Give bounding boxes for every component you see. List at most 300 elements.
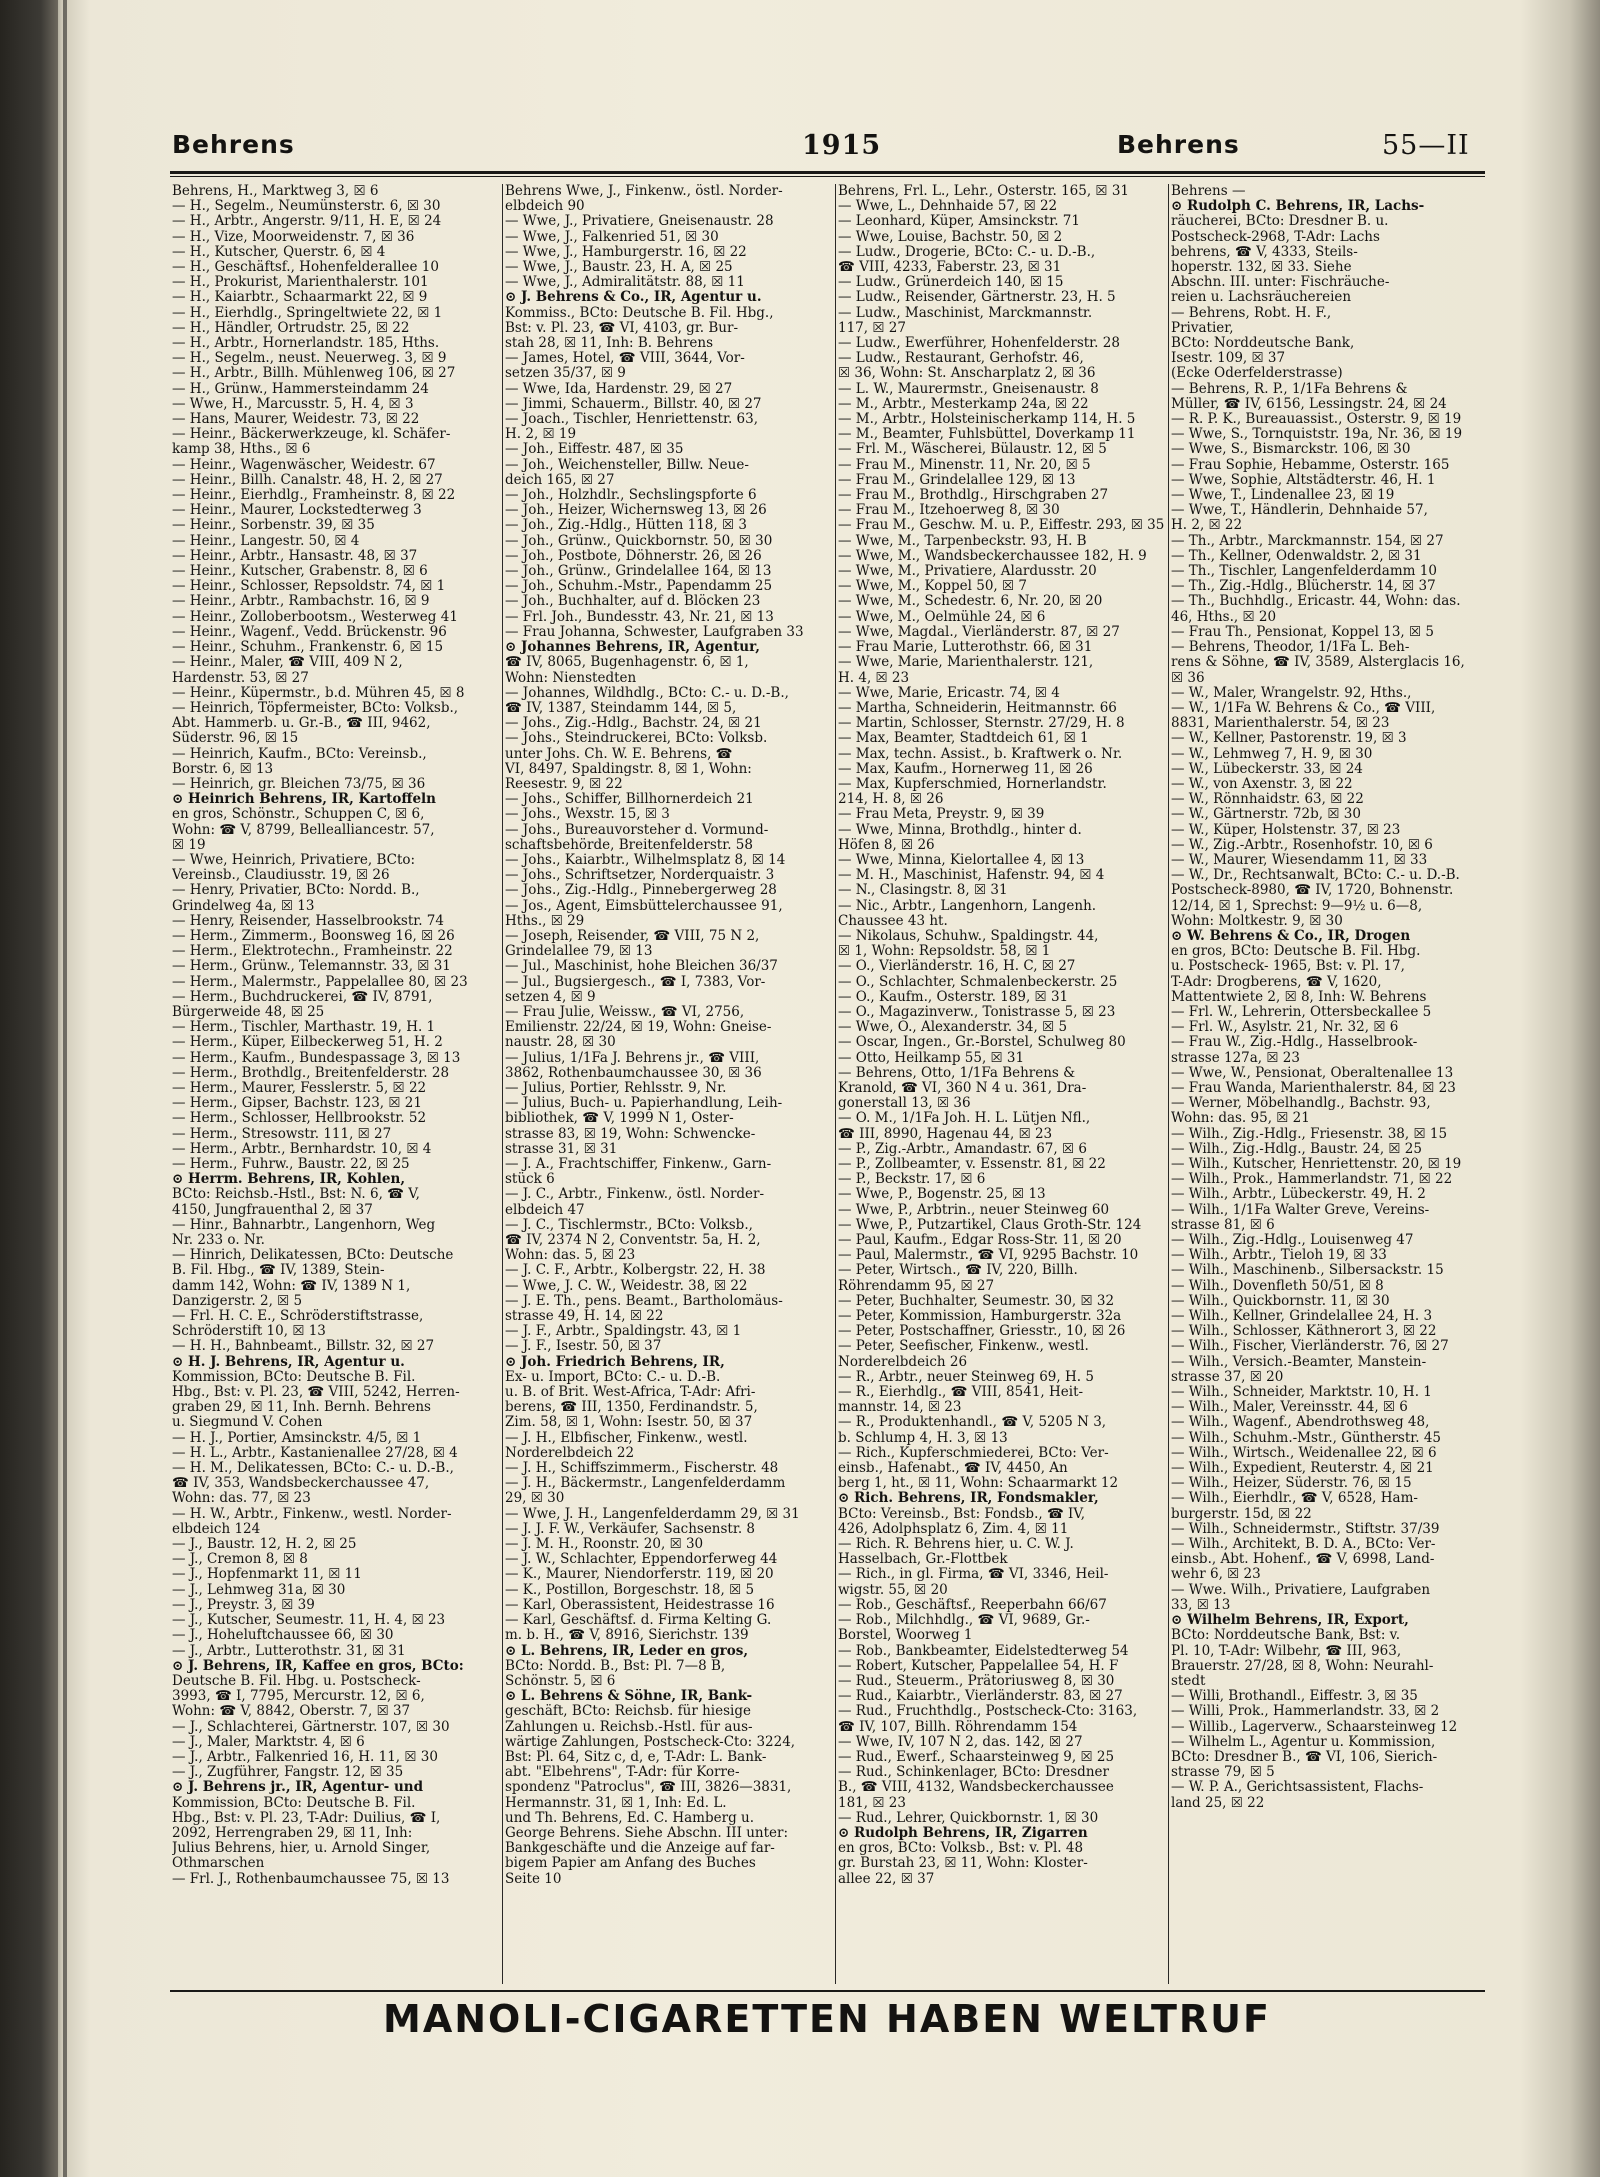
- header-year: 1915: [802, 130, 882, 161]
- directory-entry-line: — J. F., Arbtr., Spaldingstr. 43, ☒ 1: [505, 1324, 742, 1340]
- directory-entry-line: — R., Arbtr., neuer Steinweg 69, H. 5: [838, 1369, 1094, 1385]
- directory-entry-line: — J., Schlachterei, Gärtnerstr. 107, ☒ 30: [172, 1719, 450, 1735]
- directory-entry-line: 3862, Rothenbaumchaussee 30, ☒ 36: [505, 1065, 762, 1081]
- directory-entry-line: — Max, Kaufm., Hornerweg 11, ☒ 26: [838, 761, 1093, 777]
- directory-entry-line: — Willi, Brothandl., Eiffestr. 3, ☒ 35: [1171, 1689, 1418, 1705]
- directory-entry-line: — Frl. W., Asylstr. 21, Nr. 32, ☒ 6: [1171, 1020, 1399, 1036]
- directory-entry-line: — J. F., Isestr. 50, ☒ 37: [505, 1339, 662, 1355]
- directory-entry-line: — Wilh., Fischer, Vierländerstr. 76, ☒ 27: [1171, 1339, 1449, 1355]
- directory-entry-line: — Julius, 1/1Fa J. Behrens jr., ☎ VIII,: [505, 1050, 760, 1066]
- directory-entry-line: — Wwe, S., Bismarckstr. 106, ☒ 30: [1171, 442, 1411, 458]
- directory-entry-line: — Wilh., Heizer, Süderstr. 76, ☒ 15: [1171, 1476, 1412, 1492]
- directory-entry-line: — Wwe, Magdal., Vierländerstr. 87, ☒ 27: [838, 624, 1120, 640]
- directory-entry-line: — Johs., Zig.-Hdlg., Pinnebergerweg 28: [505, 883, 777, 899]
- directory-entry-line: — Wwe, Ida, Hardenstr. 29, ☒ 27: [505, 381, 733, 397]
- header-right-name: Behrens: [1117, 130, 1240, 159]
- directory-entry-line: deich 165, ☒ 27: [505, 472, 615, 488]
- directory-entry-line: strasse 81, ☒ 6: [1171, 1217, 1275, 1233]
- directory-entry-line: — Paul, Kaufm., Edgar Ross-Str. 11, ☒ 20: [838, 1233, 1122, 1249]
- directory-entry-line: B. Fil. Hbg., ☎ IV, 1389, Stein-: [172, 1263, 385, 1279]
- directory-entry-line: ☒ 36, Wohn: St. Anscharplatz 2, ☒ 36: [838, 366, 1096, 382]
- directory-entry-line: — Wwe, M., Wandsbeckerchaussee 182, H. 9: [838, 548, 1147, 564]
- header-rule-thin: [170, 176, 1485, 177]
- directory-entry-line: — Johs., Schiffer, Billhornerdeich 21: [505, 792, 754, 808]
- directory-entry-line: — Wwe, Sophie, Altstädterstr. 46, H. 1: [1171, 472, 1436, 488]
- directory-entry-line: — Wwe, Heinrich, Privatiere, BCto:: [172, 852, 416, 868]
- directory-entry-line: Hasselbach, Gr.-Flottbek: [838, 1552, 1008, 1568]
- directory-entry-line: Zahlungen u. Reichsb.-Hstl. für aus-: [505, 1719, 753, 1735]
- directory-entry-line: — K., Maurer, Niendorferstr. 119, ☒ 20: [505, 1567, 774, 1583]
- advertisement-banner: MANOLI-CIGARETTEN HABEN WELTRUF: [383, 1997, 1271, 2041]
- directory-entry-line: gonerstall 13, ☒ 36: [838, 1096, 971, 1112]
- directory-entry-line: Reesestr. 9, ☒ 22: [505, 776, 623, 792]
- directory-entry-line: ⊙ Herrm. Behrens, IR, Kohlen,: [172, 1172, 406, 1188]
- directory-entry-line: — Frl. M., Wäscherei, Bülaustr. 12, ☒ 5: [838, 442, 1107, 458]
- directory-entry-line: George Behrens. Siehe Abschn. III unter:: [505, 1825, 789, 1841]
- binding-shadow: [0, 0, 58, 2177]
- directory-entry-line: — H., Grünw., Hammersteindamm 24: [172, 381, 429, 397]
- directory-entry-line: — H. H., Bahnbeamt., Billstr. 32, ☒ 27: [172, 1339, 435, 1355]
- directory-entry-line: — Robert, Kutscher, Pappelallee 54, H. F: [838, 1658, 1119, 1674]
- directory-entry-line: — H., Geschäftsf., Hohenfelderallee 10: [172, 260, 439, 276]
- directory-entry-line: reien u. Lachsräuchereien: [1171, 290, 1352, 306]
- directory-entry-line: ☒ 19: [172, 837, 206, 853]
- directory-entry-line: allee 22, ☒ 37: [838, 1871, 935, 1887]
- directory-entry-line: en gros, Schönstr., Schuppen C, ☒ 6,: [172, 807, 425, 823]
- directory-entry-line: — Peter, Postschaffner, Griesstr., 10, ☒ 26: [838, 1324, 1126, 1340]
- directory-entry-line: Wohn: das. 77, ☒ 23: [172, 1491, 311, 1507]
- directory-entry-line: — Julius, Buch- u. Papierhandlung, Leih-: [505, 1096, 783, 1112]
- directory-entry-line: — Wilh., Zig.-Hdlg., Friesenstr. 38, ☒ 15: [1171, 1126, 1448, 1142]
- directory-entry-line: — J. E. Th., pens. Beamt., Bartholomäus-: [505, 1293, 783, 1309]
- directory-entry-line: — Rud., Ewerf., Schaarsteinweg 9, ☒ 25: [838, 1749, 1115, 1765]
- directory-entry-line: ⊙ Rudolph Behrens, IR, Zigarren: [838, 1825, 1088, 1841]
- directory-entry-line: wehr 6, ☒ 23: [1171, 1567, 1261, 1583]
- directory-entry-line: — Rud., Steuerm., Prätoriusweg 8, ☒ 30: [838, 1673, 1115, 1689]
- directory-entry-line: — Wwe, J. C. W., Weidestr. 38, ☒ 22: [505, 1278, 748, 1294]
- directory-entry-line: — Rich., in gl. Firma, ☎ VI, 3346, Heil-: [838, 1567, 1109, 1583]
- directory-entry-line: — Otto, Heilkamp 55, ☒ 31: [838, 1050, 1025, 1066]
- directory-entry-line: — Rud., Kaiarbtr., Vierländerstr. 83, ☒ 27: [838, 1689, 1123, 1705]
- page-fold: [63, 0, 67, 2177]
- directory-entry-line: (Ecke Oderfelderstrasse): [1171, 366, 1343, 382]
- directory-entry-line: — Wwe, L., Dehnhaide 57, ☒ 22: [838, 199, 1058, 215]
- directory-entry-line: Röhrendamm 95, ☒ 27: [838, 1278, 995, 1294]
- directory-entry-line: — Heinr., Wagenf., Vedd. Brückenstr. 96: [172, 624, 447, 640]
- directory-entry-line: — H. M., Delikatessen, BCto: C.- u. D.-B.,: [172, 1461, 454, 1477]
- directory-entry-line: stück 6: [505, 1172, 555, 1188]
- directory-entry-line: — Wwe, M., Schedestr. 6, Nr. 20, ☒ 20: [838, 594, 1103, 610]
- directory-entry-line: ☎ VIII, 4233, Faberstr. 23, ☒ 31: [838, 260, 1062, 276]
- directory-entry-line: — Frau M., Itzehoerweg 8, ☒ 30: [838, 503, 1060, 519]
- directory-entry-line: — Johs., Steindruckerei, BCto: Volksb.: [505, 731, 768, 747]
- directory-entry-line: — Wwe, J., Baustr. 23, H. A, ☒ 25: [505, 260, 733, 276]
- directory-entry-line: — W., Küper, Holstenstr. 37, ☒ 23: [1171, 822, 1401, 838]
- directory-entry-line: — Frau M., Geschw. M. u. P., Eiffestr. 293, ☒ 35: [838, 518, 1165, 534]
- directory-entry-line: 426, Adolphsplatz 6, Zim. 4, ☒ 11: [838, 1521, 1069, 1537]
- directory-entry-line: Postscheck-8980, ☎ IV, 1720, Bohnenstr.: [1171, 883, 1454, 899]
- directory-entry-line: — J., Maler, Marktstr. 4, ☒ 6: [172, 1734, 365, 1750]
- column-3: [838, 184, 1165, 1984]
- directory-entry-line: — Peter, Kommission, Hamburgerstr. 32a: [838, 1309, 1122, 1325]
- directory-entry-line: — Joseph, Reisender, ☎ VIII, 75 N 2,: [505, 928, 760, 944]
- directory-entry-line: strasse 49, H. 14, ☒ 22: [505, 1309, 664, 1325]
- directory-entry-line: u. Postscheck- 1965, Bst: v. Pl. 17,: [1171, 959, 1405, 975]
- directory-entry-line: Kranold, ☎ VI, 360 N 4 u. 361, Dra-: [838, 1080, 1087, 1096]
- directory-entry-line: — H., Eierhdlg., Springeltwiete 22, ☒ 1: [172, 305, 443, 321]
- directory-entry-line: — Wilh., Kutscher, Henriettenstr. 20, ☒ 19: [1171, 1157, 1462, 1172]
- directory-entry-line: bigem Papier am Anfang des Buches: [505, 1856, 756, 1872]
- directory-entry-line: — Th., Tischler, Langenfelderdamm 10: [1171, 564, 1437, 580]
- directory-entry-line: — Frau M., Grindelallee 129, ☒ 13: [838, 472, 1076, 488]
- directory-entry-line: — H., Segelm., neust. Neuerweg. 3, ☒ 9: [172, 351, 447, 367]
- directory-entry-line: — Frl. J., Rothenbaumchaussee 75, ☒ 13: [172, 1871, 450, 1887]
- directory-entry-line: Bst: Pl. 64, Sitz c, d, e, T-Adr: L. Bank-: [505, 1749, 767, 1765]
- directory-entry-line: — M. H., Maschinist, Hafenstr. 94, ☒ 4: [838, 868, 1105, 884]
- column-divider: [502, 184, 503, 1984]
- directory-entry-line: abt. "Elbehrens", T-Adr: für Korre-: [505, 1765, 740, 1781]
- directory-entry-line: — Joh., Buchhalter, auf d. Blöcken 23: [505, 594, 761, 610]
- directory-entry-line: — H., Prokurist, Marienthalerstr. 101: [172, 275, 429, 291]
- directory-entry-line: — H., Arbtr., Hornerlandstr. 185, Hths.: [172, 336, 440, 352]
- directory-entry-line: — Heinr., Langestr. 50, ☒ 4: [172, 533, 360, 549]
- directory-entry-line: — N., Clasingstr. 8, ☒ 31: [838, 883, 1008, 899]
- directory-entry-line: — Wilh., Dovenfleth 50/51, ☒ 8: [1171, 1278, 1384, 1294]
- directory-entry-line: — Joh., Zig.-Hdlg., Hütten 118, ☒ 3: [505, 518, 747, 534]
- directory-entry-line: BCto: Norddeutsche Bank,: [1171, 336, 1355, 352]
- directory-entry-line: ⊙ L. Behrens & Söhne, IR, Bank-: [505, 1689, 753, 1705]
- directory-entry-line: — J. W., Schlachter, Eppendorferweg 44: [505, 1552, 778, 1568]
- directory-entry-line: rens & Söhne, ☎ IV, 3589, Alsterglacis 16,: [1171, 655, 1465, 671]
- directory-entry-line: räucherei, BCto: Dresdner B. u.: [1171, 214, 1389, 230]
- directory-entry-line: Müller, ☎ IV, 6156, Lessingstr. 24, ☒ 24: [1171, 396, 1447, 412]
- directory-entry-line: — Frl. H. C. E., Schröderstiftstrasse,: [172, 1309, 424, 1325]
- directory-entry-line: — J. H., Elbfischer, Finkenw., westl.: [505, 1430, 748, 1446]
- directory-entry-line: — J., Baustr. 12, H. 2, ☒ 25: [172, 1537, 357, 1553]
- directory-entry-line: 117, ☒ 27: [838, 320, 906, 336]
- directory-entry-line: gr. Burstah 23, ☒ 11, Wohn: Kloster-: [838, 1856, 1088, 1872]
- directory-entry-line: — H., Kaiarbtr., Schaarmarkt 22, ☒ 9: [172, 290, 428, 306]
- directory-entry-line: einsb., Abt. Hohenf., ☎ V, 6998, Land-: [1171, 1552, 1435, 1568]
- directory-entry-line: — Wilh., Schneidermstr., Stiftstr. 37/39: [1171, 1521, 1440, 1537]
- directory-entry-line: Behrens, H., Marktweg 3, ☒ 6: [172, 184, 379, 199]
- column-1: [172, 184, 499, 1984]
- directory-entry-line: — H., Segelm., Neumünsterstr. 6, ☒ 30: [172, 199, 441, 215]
- directory-entry-line: — Frau W., Zig.-Hdlg., Hasselbrook-: [1171, 1035, 1418, 1051]
- directory-entry-line: ⊙ Rudolph C. Behrens, IR, Lachs-: [1171, 199, 1425, 215]
- directory-entry-line: strasse 37, ☒ 20: [1171, 1369, 1284, 1385]
- directory-entry-line: — H., Kutscher, Querstr. 6, ☒ 4: [172, 244, 386, 260]
- directory-entry-line: wigstr. 55, ☒ 20: [838, 1582, 948, 1598]
- directory-entry-line: elbdeich 47: [505, 1202, 585, 1218]
- directory-entry-line: — Behrens, Theodor, 1/1Fa L. Beh-: [1171, 640, 1410, 656]
- directory-entry-line: 4150, Jungfrauenthal 2, ☒ 37: [172, 1202, 373, 1218]
- directory-entry-line: — Frau M., Brothdlg., Hirschgraben 27: [838, 488, 1109, 504]
- directory-entry-line: graben 29, ☒ 11, Inh. Bernh. Behrens: [172, 1400, 431, 1416]
- directory-entry-line: ⊙ Wilhelm Behrens, IR, Export,: [1171, 1613, 1409, 1629]
- directory-entry-line: — Herm., Kaufm., Bundespassage 3, ☒ 13: [172, 1050, 461, 1066]
- directory-entry-line: — Wwe, Marie, Ericastr. 74, ☒ 4: [838, 685, 1060, 701]
- directory-entry-line: ⊙ Heinrich Behrens, IR, Kartoffeln: [172, 792, 436, 808]
- directory-entry-line: — Ludw., Maschinist, Marckmannstr.: [838, 305, 1093, 321]
- directory-entry-line: wärtige Zahlungen, Postscheck-Cto: 3224,: [505, 1734, 796, 1750]
- directory-entry-line: — W., Lübeckerstr. 33, ☒ 24: [1171, 761, 1363, 777]
- directory-entry-line: — Joh., Grünw., Quickbornstr. 50, ☒ 30: [505, 533, 773, 549]
- directory-entry-line: Kommission, BCto: Deutsche B. Fil.: [172, 1795, 416, 1811]
- directory-entry-line: — Jul., Maschinist, hohe Bleichen 36/37: [505, 959, 778, 975]
- directory-entry-line: — Heinrich, Töpfermeister, BCto: Volksb.,: [172, 700, 459, 716]
- directory-entry-line: — Frl. Joh., Bundesstr. 43, Nr. 21, ☒ 13: [505, 609, 774, 625]
- directory-entry-line: 46, Hths., ☒ 20: [1171, 609, 1277, 625]
- directory-entry-line: ⊙ J. Behrens, IR, Kaffee en gros, BCto:: [172, 1658, 464, 1674]
- directory-entry-line: H. 2, ☒ 22: [1171, 518, 1243, 534]
- directory-entry-line: Pl. 10, T-Adr: Wilbehr, ☎ III, 963,: [1171, 1643, 1402, 1659]
- directory-entry-line: — Heinr., Maler, ☎ VIII, 409 N 2,: [172, 655, 403, 671]
- directory-entry-line: ☎ III, 8990, Hagenau 44, ☒ 23: [838, 1126, 1053, 1142]
- directory-entry-line: — Wwe, T., Händlerin, Dehnhaide 57,: [1171, 503, 1428, 519]
- directory-entry-line: 214, H. 8, ☒ 26: [838, 792, 944, 808]
- directory-entry-line: — Joh., Grünw., Grindelallee 164, ☒ 13: [505, 564, 772, 580]
- directory-entry-line: — Johs., Bureauvorsteher d. Vormund-: [505, 822, 769, 838]
- directory-entry-line: — Wwe, J., Hamburgerstr. 16, ☒ 22: [505, 244, 747, 260]
- directory-entry-line: Grindelallee 79, ☒ 13: [505, 944, 653, 960]
- directory-entry-line: — Wilh., Quickbornstr. 11, ☒ 30: [1171, 1293, 1390, 1309]
- directory-entry-line: — Wwe. Wilh., Privatiere, Laufgraben: [1171, 1582, 1431, 1598]
- directory-entry-line: Süderstr. 96, ☒ 15: [172, 731, 299, 747]
- directory-entry-line: — Wilhelm L., Agentur u. Kommission,: [1171, 1734, 1436, 1750]
- directory-entry-line: — Wilh., Kellner, Grindelallee 24, H. 3: [1171, 1309, 1433, 1325]
- directory-entry-line: — Wilh., Architekt, B. D. A., BCto: Ver-: [1171, 1537, 1436, 1553]
- directory-entry-line: — Rud., Fruchthdlg., Postscheck-Cto: 3163,: [838, 1704, 1138, 1720]
- directory-entry-line: — Wwe, J., Admiralitätstr. 88, ☒ 11: [505, 275, 745, 291]
- header-rule: [170, 171, 1485, 174]
- directory-entry-line: setzen 4, ☒ 9: [505, 989, 596, 1005]
- directory-entry-line: Borstr. 6, ☒ 13: [172, 761, 274, 777]
- directory-entry-line: 12/14, ☒ 1, Sprechst: 9—9½ u. 6—8,: [1171, 898, 1423, 914]
- directory-entry-line: Bst: v. Pl. 23, ☎ VI, 4103, gr. Bur-: [505, 320, 739, 336]
- directory-entry-line: — Joh., Holzhdlr., Sechslingspforte 6: [505, 488, 757, 504]
- directory-entry-line: — Th., Buchhdlg., Ericastr. 44, Wohn: das.: [1171, 594, 1461, 610]
- directory-entry-line: Grindelweg 4a, ☒ 13: [172, 898, 315, 914]
- directory-entry-line: — Ludw., Drogerie, BCto: C.- u. D.-B.,: [838, 244, 1096, 260]
- footer-rule: [170, 1990, 1485, 1992]
- directory-entry-line: Deutsche B. Fil. Hbg. u. Postscheck-: [172, 1673, 421, 1689]
- directory-entry-line: — Herm., Malermstr., Pappelallee 80, ☒ 23: [172, 974, 468, 990]
- directory-entry-line: — Herm., Fuhrw., Baustr. 22, ☒ 25: [172, 1157, 410, 1172]
- directory-entry-line: ☒ 36: [1171, 670, 1205, 686]
- directory-entry-line: — Wwe, P., Bogenstr. 25, ☒ 13: [838, 1187, 1046, 1203]
- directory-entry-line: Hbg., Bst: v. Pl. 23, ☎ VIII, 5242, Herren-: [172, 1385, 460, 1401]
- directory-entry-line: hoperstr. 132, ☒ 33. Siehe: [1171, 260, 1352, 276]
- directory-entry-line: ⊙ Rich. Behrens, IR, Fondsmakler,: [838, 1491, 1099, 1507]
- directory-entry-line: Wohn: ☎ V, 8799, Bellealliancestr. 57,: [172, 822, 435, 838]
- directory-entry-line: — J. M. H., Roonstr. 20, ☒ 30: [505, 1537, 704, 1553]
- directory-entry-line: Wohn: ☎ V, 8842, Oberstr. 7, ☒ 37: [172, 1704, 411, 1720]
- directory-entry-line: strasse 79, ☒ 5: [1171, 1765, 1275, 1781]
- directory-entry-line: — P., Beckstr. 17, ☒ 6: [838, 1172, 986, 1188]
- directory-entry-line: — W., Gärtnerstr. 72b, ☒ 30: [1171, 807, 1361, 823]
- directory-entry-line: — Frau Julie, Weissw., ☎ VI, 2756,: [505, 1004, 745, 1020]
- directory-entry-line: — O., Kaufm., Osterstr. 189, ☒ 31: [838, 989, 1069, 1005]
- directory-entry-line: — Behrens, Otto, 1/1Fa Behrens &: [838, 1065, 1076, 1081]
- directory-entry-line: naustr. 28, ☒ 30: [505, 1035, 616, 1051]
- directory-entry-line: ⊙ J. Behrens & Co., IR, Agentur u.: [505, 290, 762, 306]
- directory-entry-line: unter Johs. Ch. W. E. Behrens, ☎: [505, 746, 733, 762]
- directory-entry-line: — H., Arbtr., Billh. Mühlenweg 106, ☒ 27: [172, 366, 456, 382]
- directory-entry-line: — Karl, Geschäftsf. d. Firma Kelting G.: [505, 1613, 772, 1629]
- directory-entry-line: — Nic., Arbtr., Langenhorn, Langenh.: [838, 898, 1097, 914]
- directory-entry-line: Behrens Wwe, J., Finkenw., östl. Norder-: [505, 184, 783, 199]
- directory-entry-line: — Wilh., Arbtr., Tieloh 19, ☒ 33: [1171, 1248, 1387, 1264]
- directory-entry-line: — Wwe, O., Alexanderstr. 34, ☒ 5: [838, 1020, 1068, 1036]
- directory-entry-line: — Herm., Schlosser, Hellbrookstr. 52: [172, 1111, 427, 1127]
- directory-entry-line: — J., Kutscher, Seumestr. 11, H. 4, ☒ 23: [172, 1613, 446, 1629]
- directory-entry-line: BCto: Reichsb.-Hstl., Bst: N. 6, ☎ V,: [172, 1187, 420, 1203]
- directory-entry-line: — Johannes, Wildhdlg., BCto: C.- u. D.-B.,: [505, 685, 789, 701]
- directory-entry-line: — Ludw., Restaurant, Gerhofstr. 46,: [838, 351, 1084, 367]
- directory-entry-line: — Rud., Schinkenlager, BCto: Dresdner: [838, 1765, 1109, 1781]
- directory-entry-line: — Wilh., Expedient, Reuterstr. 4, ☒ 21: [1171, 1461, 1434, 1477]
- directory-entry-line: — W. P. A., Gerichtsassistent, Flachs-: [1171, 1780, 1424, 1796]
- directory-entry-line: geschäft, BCto: Reichsb. für hiesige: [505, 1704, 751, 1720]
- directory-entry-line: — Martha, Schneiderin, Heitmannstr. 66: [838, 700, 1117, 716]
- directory-entry-line: schaftsbehörde, Breitenfelderstr. 58: [505, 837, 753, 853]
- directory-entry-line: Mattentwiete 2, ☒ 8, Inh: W. Behrens: [1171, 989, 1427, 1005]
- directory-entry-line: Hardenstr. 53, ☒ 27: [172, 670, 309, 686]
- directory-entry-line: — Joh., Heizer, Wichernsweg 13, ☒ 26: [505, 503, 767, 519]
- directory-entry-line: — Frau Th., Pensionat, Koppel 13, ☒ 5: [1171, 624, 1434, 640]
- directory-entry-line: Norderelbdeich 26: [838, 1354, 968, 1370]
- directory-entry-line: — M., Arbtr., Mesterkamp 24a, ☒ 22: [838, 396, 1089, 412]
- directory-entry-line: 3993, ☎ I, 7795, Mercurstr. 12, ☒ 6,: [172, 1689, 425, 1705]
- directory-entry-line: — Wwe, P., Putzartikel, Claus Groth-Str. 124: [838, 1217, 1142, 1233]
- directory-entry-line: — Herm., Buchdruckerei, ☎ IV, 8791,: [172, 989, 433, 1005]
- directory-entry-line: — O., Schlachter, Schmalenbeckerstr. 25: [838, 974, 1118, 990]
- directory-entry-line: — Ludw., Reisender, Gärtnerstr. 23, H. 5: [838, 290, 1116, 306]
- directory-entry-line: ⊙ W. Behrens & Co., IR, Drogen: [1171, 928, 1411, 944]
- directory-entry-line: ☎ IV, 353, Wandsbeckerchaussee 47,: [172, 1476, 430, 1492]
- directory-entry-line: — J., Cremon 8, ☒ 8: [172, 1552, 308, 1568]
- directory-entry-line: VI, 8497, Spaldingstr. 8, ☒ 1, Wohn:: [505, 761, 752, 777]
- directory-entry-line: Vereinsb., Claudiusstr. 19, ☒ 26: [172, 868, 390, 884]
- directory-entry-line: ☒ 1, Wohn: Repsoldstr. 58, ☒ 1: [838, 944, 1051, 960]
- directory-entry-line: — Rob., Bankbeamter, Eidelstedterweg 54: [838, 1643, 1129, 1659]
- directory-entry-line: — R., Produktenhandl., ☎ V, 5205 N 3,: [838, 1415, 1107, 1431]
- directory-entry-line: — Nikolaus, Schuhw., Spaldingstr. 44,: [838, 928, 1099, 944]
- directory-entry-line: — Herm., Tischler, Marthastr. 19, H. 1: [172, 1020, 436, 1036]
- directory-entry-line: Wohn: Nienstedten: [505, 670, 637, 686]
- directory-entry-line: ⊙ Joh. Friedrich Behrens, IR,: [505, 1354, 725, 1370]
- directory-entry-line: — Oscar, Ingen., Gr.-Borstel, Schulweg 80: [838, 1035, 1126, 1051]
- directory-entry-line: — O. M., 1/1Fa Joh. H. L. Lütjen Nfl.,: [838, 1111, 1091, 1127]
- directory-entry-line: — Hans, Maurer, Weidestr. 73, ☒ 22: [172, 412, 420, 428]
- directory-entry-line: — Heinr., Billh. Canalstr. 48, H. 2, ☒ 27: [172, 472, 443, 488]
- directory-entry-line: — Herm., Küper, Eilbeckerweg 51, H. 2: [172, 1035, 443, 1051]
- directory-entry-line: — Karl, Oberassistent, Heidestrasse 16: [505, 1597, 775, 1613]
- directory-entry-line: — Wwe, Marie, Marienthalerstr. 121,: [838, 655, 1094, 671]
- directory-entry-line: — J. C., Arbtr., Finkenw., östl. Norder-: [505, 1187, 765, 1203]
- directory-entry-line: — Wilh., Eierhdlr., ☎ V, 6528, Ham-: [1171, 1491, 1418, 1507]
- directory-entry-line: Nr. 233 o. Nr.: [172, 1233, 265, 1249]
- directory-entry-line: — J. A., Frachtschiffer, Finkenw., Garn-: [505, 1157, 772, 1172]
- directory-entry-line: — R., Eierhdlg., ☎ VIII, 8541, Heit-: [838, 1385, 1084, 1401]
- directory-entry-line: — Wwe, IV, 107 N 2, das. 142, ☒ 27: [838, 1734, 1083, 1750]
- directory-entry-line: en gros, BCto: Deutsche B. Fil. Hbg.: [1171, 944, 1421, 960]
- directory-entry-line: Postscheck-2968, T-Adr: Lachs: [1171, 229, 1380, 245]
- directory-entry-line: — Heinr., Zolloberbootsm., Westerweg 41: [172, 609, 458, 625]
- directory-entry-line: — Behrens, Robt. H. F.,: [1171, 305, 1332, 321]
- directory-entry-line: Abt. Hammerb. u. Gr.-B., ☎ III, 9462,: [172, 716, 431, 732]
- directory-entry-line: — Herm., Brothdlg., Breitenfelderstr. 28: [172, 1065, 450, 1081]
- directory-entry-line: — Heinr., Maurer, Lockstedterweg 3: [172, 503, 422, 519]
- directory-entry-line: Danzigerstr. 2, ☒ 5: [172, 1293, 303, 1309]
- directory-entry-line: m. b. H., ☎ V, 8916, Sierichstr. 139: [505, 1628, 749, 1644]
- directory-entry-line: — J., Arbtr., Falkenried 16, H. 11, ☒ 30: [172, 1749, 438, 1765]
- directory-entry-line: elbdeich 90: [505, 199, 585, 215]
- directory-entry-line: — Joh., Eiffestr. 487, ☒ 35: [505, 442, 684, 458]
- directory-entry-line: — Jimmi, Schauerm., Billstr. 40, ☒ 27: [505, 396, 762, 412]
- directory-entry-line: — Wilh., 1/1Fa Walter Greve, Vereins-: [1171, 1202, 1430, 1218]
- directory-entry-line: — Leonhard, Küper, Amsinckstr. 71: [838, 214, 1080, 230]
- directory-entry-line: — Willib., Lagerverw., Schaarsteinweg 12: [1171, 1719, 1458, 1735]
- directory-entry-line: — Heinr., Arbtr., Hansastr. 48, ☒ 37: [172, 548, 418, 564]
- directory-entry-line: — Ludw., Grünerdeich 140, ☒ 15: [838, 275, 1064, 291]
- directory-entry-line: — Heinrich, gr. Bleichen 73/75, ☒ 36: [172, 776, 426, 792]
- directory-entry-line: — J., Hoheluftchaussee 66, ☒ 30: [172, 1628, 394, 1644]
- directory-entry-line: — Herm., Gipser, Bachstr. 123, ☒ 21: [172, 1096, 422, 1112]
- page-number: 55—II: [1382, 130, 1470, 161]
- directory-entry-line: 29, ☒ 30: [505, 1491, 565, 1507]
- directory-entry-line: spondenz "Patroclus", ☎ III, 3826—3831,: [505, 1780, 792, 1796]
- directory-entry-line: — Herm., Elektrotechn., Framheinstr. 22: [172, 944, 453, 960]
- directory-entry-line: einsb., Hafenabt., ☎ IV, 4450, An: [838, 1461, 1068, 1477]
- directory-entry-line: — Jul., Bugsiergesch., ☎ I, 7383, Vor-: [505, 974, 766, 990]
- directory-entry-line: — Wilh., Schuhm.-Mstr., Güntherstr. 45: [1171, 1430, 1442, 1446]
- directory-entry-line: — Heinr., Sorbenstr. 39, ☒ 35: [172, 518, 375, 534]
- column-4: [1171, 184, 1483, 1984]
- directory-entry-line: berens, ☎ III, 1350, Ferdinandstr. 5,: [505, 1400, 758, 1416]
- directory-entry-line: damm 142, Wohn: ☎ IV, 1389 N 1,: [172, 1278, 411, 1294]
- directory-entry-line: — J., Zugführer, Fangstr. 12, ☒ 35: [172, 1765, 404, 1781]
- directory-entry-line: — Rich., Kupferschmiederei, BCto: Ver-: [838, 1445, 1109, 1461]
- directory-entry-line: — Max, Kupferschmied, Hornerlandstr.: [838, 776, 1107, 792]
- directory-entry-line: ☎ IV, 107, Billh. Röhrendamm 154: [838, 1719, 1078, 1735]
- directory-entry-line: — Paul, Malermstr., ☎ VI, 9295 Bachstr. 10: [838, 1248, 1139, 1264]
- directory-entry-line: — Wwe, M., Oelmühle 24, ☒ 6: [838, 609, 1046, 625]
- directory-entry-line: en gros, BCto: Volksb., Bst: v. Pl. 48: [838, 1841, 1084, 1857]
- directory-entry-line: Privatier,: [1171, 320, 1234, 336]
- directory-entry-line: — J. J. F. W., Verkäufer, Sachsenstr. 8: [505, 1521, 755, 1537]
- header-left-name: Behrens: [172, 130, 295, 159]
- directory-entry-line: — Frau Meta, Preystr. 9, ☒ 39: [838, 807, 1045, 823]
- directory-entry-line: Höfen 8, ☒ 26: [838, 837, 935, 853]
- directory-entry-line: — Wilh., Schneider, Marktstr. 10, H. 1: [1171, 1385, 1432, 1401]
- directory-entry-line: — Wilh., Wagenf., Abendrothsweg 48,: [1171, 1415, 1430, 1431]
- directory-entry-line: — P., Zollbeamter, v. Essenstr. 81, ☒ 22: [838, 1157, 1106, 1172]
- directory-entry-line: — Frau Johanna, Schwester, Laufgraben 33: [505, 624, 804, 640]
- directory-entry-line: land 25, ☒ 22: [1171, 1795, 1265, 1811]
- directory-entry-line: — Frau Wanda, Marienthalerstr. 84, ☒ 23: [1171, 1080, 1456, 1096]
- directory-entry-line: — H. W., Arbtr., Finkenw., westl. Norder-: [172, 1506, 452, 1522]
- directory-entry-line: — Th., Zig.-Hdlg., Blücherstr. 14, ☒ 37: [1171, 579, 1436, 595]
- directory-entry-line: Wohn: das. 5, ☒ 23: [505, 1248, 636, 1264]
- directory-entry-line: — Th., Arbtr., Marckmannstr. 154, ☒ 27: [1171, 533, 1444, 549]
- directory-entry-line: — H. J., Portier, Amsinckstr. 4/5, ☒ 1: [172, 1430, 422, 1446]
- directory-entry-line: — Peter, Buchhalter, Seumestr. 30, ☒ 32: [838, 1293, 1115, 1309]
- directory-entry-line: — Joh., Weichensteller, Billw. Neue-: [505, 457, 749, 473]
- directory-entry-line: Kommiss., BCto: Deutsche B. Fil. Hbg.,: [505, 305, 774, 321]
- directory-entry-line: — J. H., Schiffszimmerm., Fischerstr. 48: [505, 1461, 779, 1477]
